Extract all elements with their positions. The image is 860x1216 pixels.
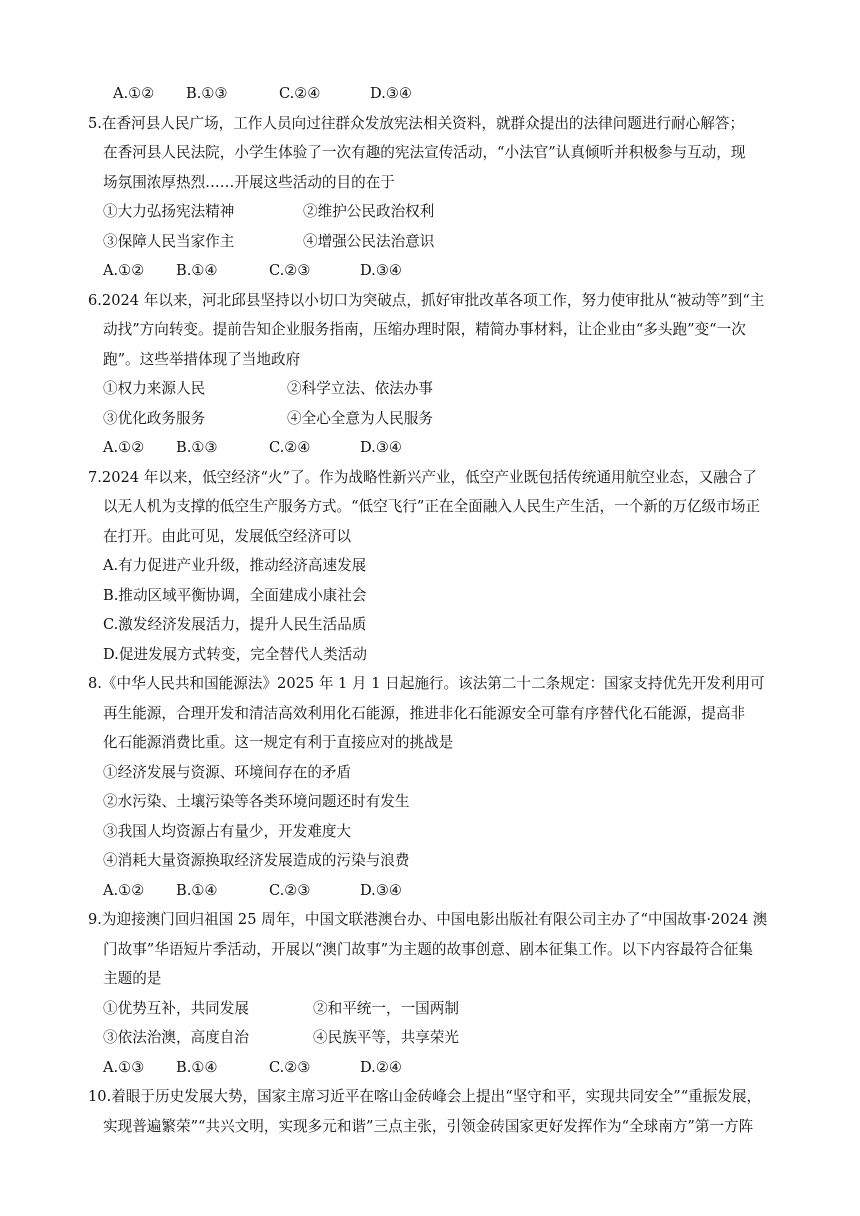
q5-stem-line-1: 5.在香河县人民广场，工作人员向过往群众发放宪法相关资料，就群众提出的法律问题进行耐心解答； (88, 115, 745, 132)
q5-option-d: D.③④ (360, 262, 402, 279)
q5-item-3: ③保障人民当家作主 (103, 233, 235, 250)
q6-stem-line-2: 动找”方向转变。提前告知企业服务指南，压缩办理时限，精简办事材料，让企业由“多头跑”变“一次 (103, 321, 746, 338)
q6-items-row-1 (103, 374, 433, 403)
q8-item-4: ④消耗大量资源换取经济发展造成的污染与浪费 (103, 852, 410, 869)
q9-option-a: A.①③ (103, 1059, 145, 1076)
q9-items-row-1 (103, 994, 459, 1023)
q6-items-row-2 (103, 404, 433, 433)
q9-stem-line-2: 门故事”华语短片季活动，开展以“澳门故事”为主题的故事创意、剧本征集工作。以下内容最符合征集 (103, 941, 753, 958)
q4-option-d: D.③④ (370, 85, 412, 102)
q5-item-2: ②维护公民政治权利 (303, 203, 435, 220)
q4-options (113, 79, 412, 108)
q9-option-d: D.②④ (360, 1059, 402, 1076)
q7-stem-line-2: 以无人机为支撑的低空生产服务方式。“低空飞行”正在全面融入人民生产生活，一个新的万亿级市场正 (103, 498, 761, 515)
q6-item-2: ②科学立法、依法办事 (287, 380, 433, 397)
q10-stem-line-2: 实现普遍繁荣”“共兴文明，实现多元和谐”三点主张，引领金砖国家更好发挥作为“全球南方”第一方阵 (103, 1118, 754, 1135)
q6-option-d: D.③④ (360, 439, 402, 456)
q5-stem-line-3: 场氛围浓厚热烈……开展这些活动的目的在于 (103, 174, 395, 191)
q5-option-c: C.②③ (269, 262, 311, 279)
q8-item-3: ③我国人均资源占有量少，开发难度大 (103, 823, 352, 840)
q5-item-1: ①大力弘扬宪法精神 (103, 203, 235, 220)
q6-options (103, 433, 402, 462)
q8-option-a: A.①② (103, 882, 145, 899)
q5-options (103, 256, 402, 285)
q6-option-a: A.①② (103, 439, 145, 456)
q7-choice-b: B.推动区域平衡协调，全面建成小康社会 (103, 587, 367, 604)
q5-option-b: B.①④ (176, 262, 218, 279)
q6-item-1: ①权力来源人民 (103, 380, 206, 397)
q8-option-c: C.②③ (269, 882, 311, 899)
q6-stem-line-1: 6.2024 年以来，河北邱县坚持以小切口为突破点，抓好审批改革各项工作，努力使审批从“被动等”到“主 (88, 292, 765, 309)
q9-option-c: C.②③ (269, 1059, 311, 1076)
q10-stem-line-1: 10.着眼于历史发展大势，国家主席习近平在喀山金砖峰会上提出“坚守和平，实现共同安全”“重振发展， (88, 1088, 762, 1105)
q5-option-a: A.①② (103, 262, 145, 279)
q8-item-1: ①经济发展与资源、环境间存在的矛盾 (103, 764, 352, 781)
q6-item-4: ④全心全意为人民服务 (287, 410, 433, 427)
q5-items-row-2 (103, 227, 434, 256)
q6-option-b: B.①③ (176, 439, 218, 456)
q8-stem-line-3: 化石能源消费比重。这一规定有利于直接应对的挑战是 (103, 734, 454, 751)
q9-item-3: ③依法治澳，高度自治 (103, 1029, 249, 1046)
q8-item-2: ②水污染、土壤污染等各类环境问题还时有发生 (103, 793, 410, 810)
q5-items-row-1 (103, 197, 434, 226)
q4-option-c: C.②④ (279, 85, 321, 102)
q7-choice-c: C.激发经济发展活力，提升人民生活品质 (103, 616, 367, 633)
q9-item-2: ②和平统一，一国两制 (313, 1000, 459, 1017)
q9-stem-line-1: 9.为迎接澳门回归祖国 25 周年，中国文联港澳台办、中国电影出版社有限公司主办了“中国故事·2024 澳 (88, 911, 768, 928)
q9-stem-line-3: 主题的是 (103, 970, 162, 987)
q4-option-b: B.①③ (186, 85, 228, 102)
q5-stem-line-2: 在香河县人民法院，小学生体验了一次有趣的宪法宣传活动，“小法官”认真倾听并积极参与互动，现 (103, 144, 746, 161)
q8-option-d: D.③④ (360, 882, 402, 899)
q7-choice-d: D.促进发展方式转变，完全替代人类活动 (103, 646, 367, 663)
q6-stem-line-3: 跑”。这些举措体现了当地政府 (103, 351, 301, 368)
q7-choice-a: A.有力促进产业升级，推动经济高速发展 (103, 557, 367, 574)
q8-options (103, 876, 402, 905)
q8-stem-line-1: 8.《中华人民共和国能源法》2025 年 1 月 1 日起施行。该法第二十二条规定：国家支持优先开发利用可 (88, 675, 765, 692)
q8-stem-line-2: 再生能源，合理开发和清洁高效利用化石能源，推进非化石能源安全可靠有序替代化石能源，提高非 (103, 705, 746, 722)
q7-stem-line-1: 7.2024 年以来，低空经济“火”了。作为战略性新兴产业，低空产业既包括传统通用航空业态，又融合了 (88, 469, 757, 486)
q5-item-4: ④增强公民法治意识 (303, 233, 435, 250)
q9-options (103, 1053, 402, 1082)
q6-item-3: ③优化政务服务 (103, 410, 206, 427)
q8-option-b: B.①④ (176, 882, 218, 899)
q9-item-4: ④民族平等，共享荣光 (313, 1029, 459, 1046)
q7-stem-line-3: 在打开。由此可见，发展低空经济可以 (103, 528, 352, 545)
q9-items-row-2 (103, 1023, 459, 1052)
q9-option-b: B.①④ (176, 1059, 218, 1076)
q6-option-c: C.②④ (269, 439, 311, 456)
q9-item-1: ①优势互补，共同发展 (103, 1000, 249, 1017)
q4-option-a: A.①② (113, 85, 155, 102)
